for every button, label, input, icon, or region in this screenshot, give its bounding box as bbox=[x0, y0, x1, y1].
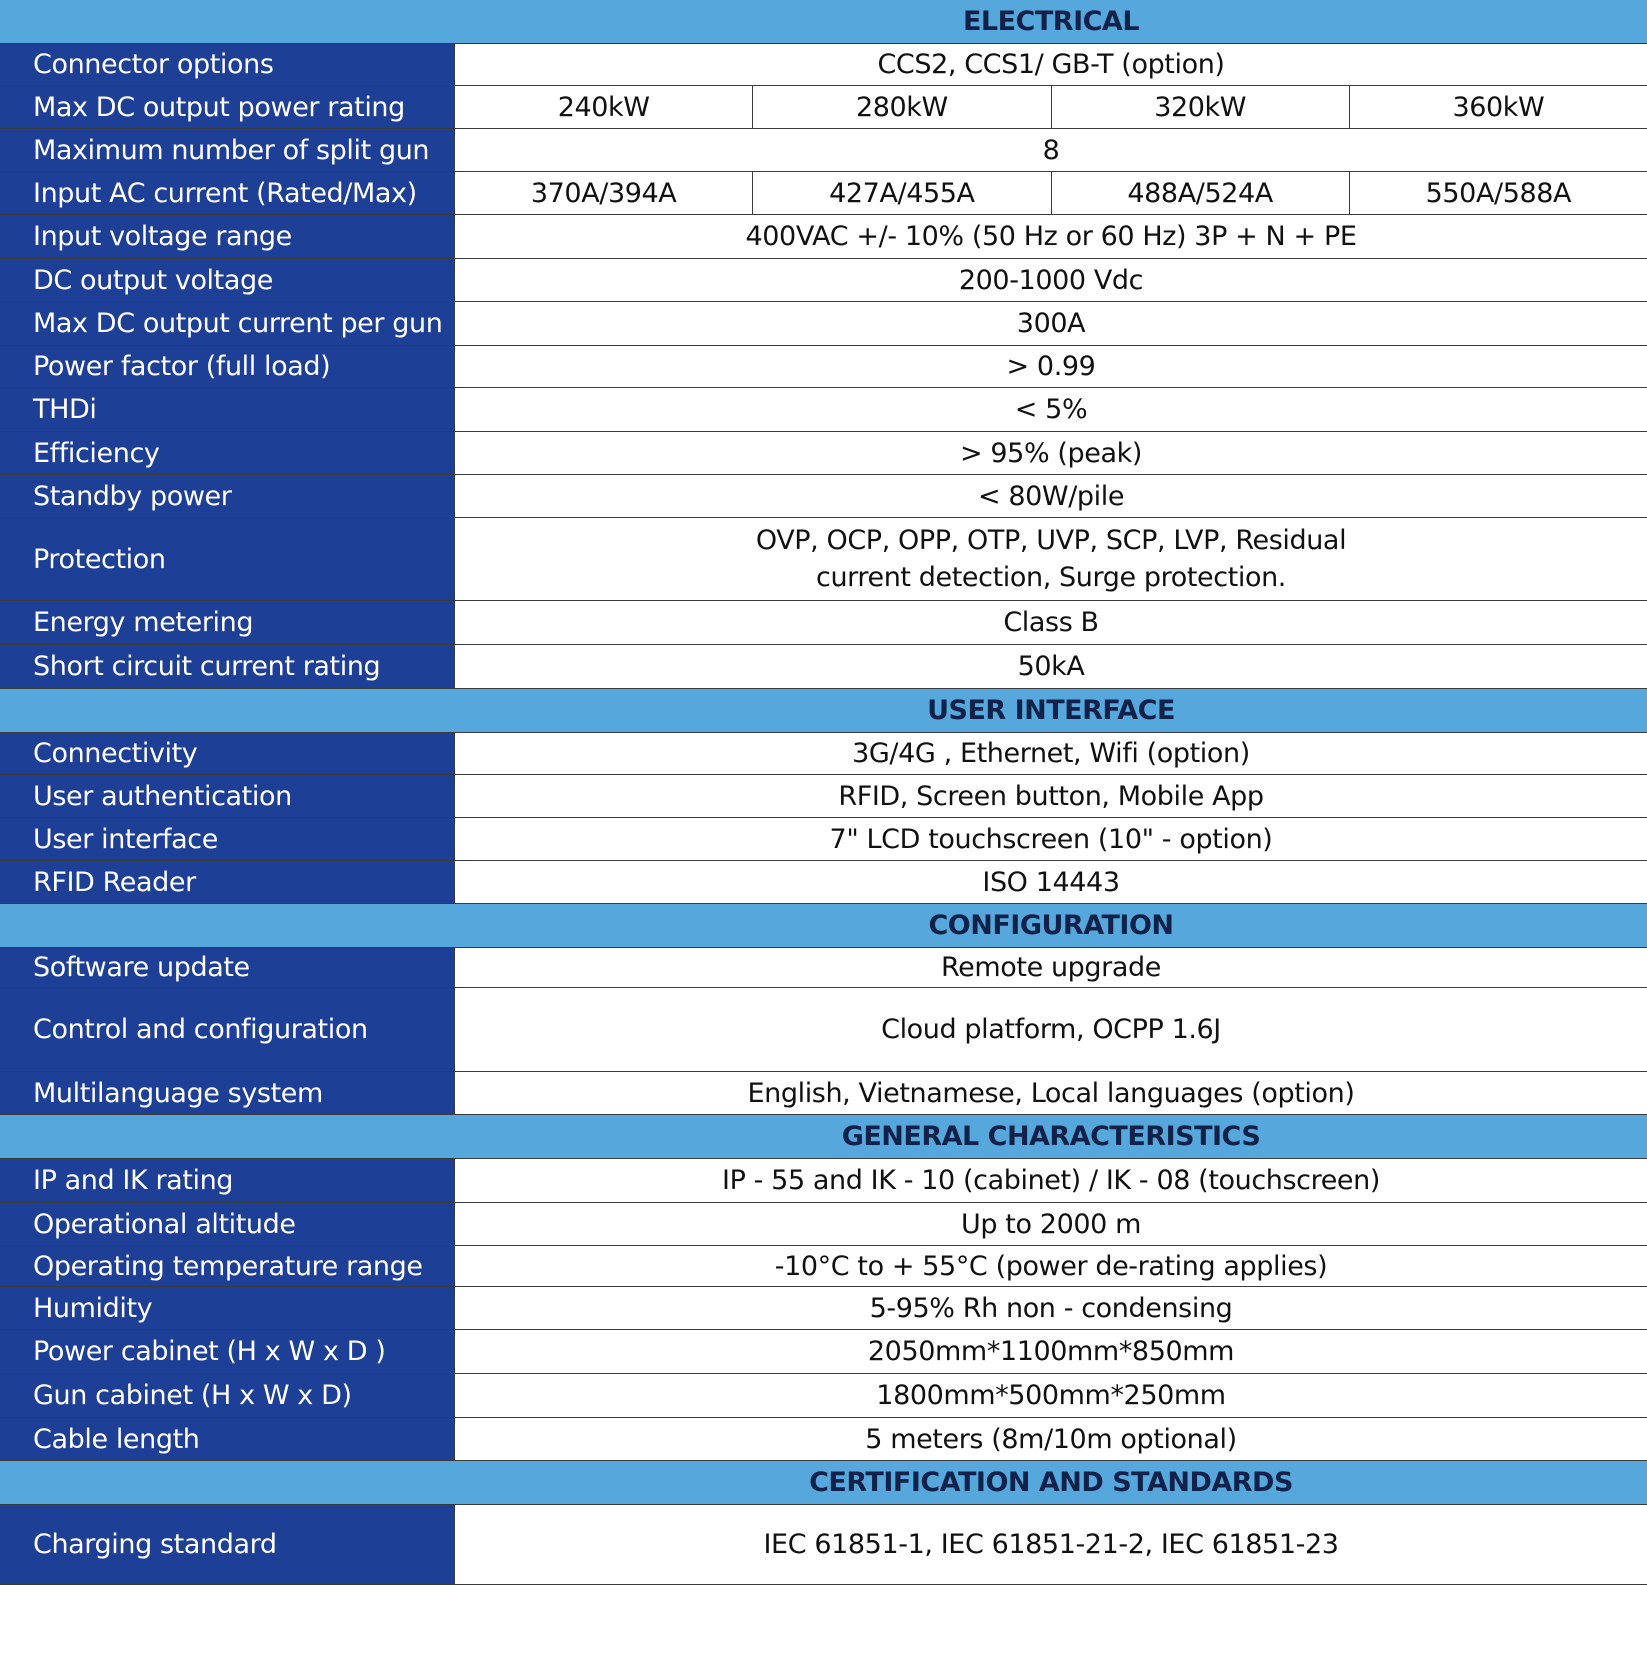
spec-value-cell: 360kW bbox=[1452, 91, 1545, 123]
spec-label: Multilanguage system bbox=[0, 1072, 455, 1114]
spec-row-user-authentication bbox=[0, 775, 1647, 818]
spec-row-input-voltage-range bbox=[0, 215, 1647, 259]
spec-value-cells bbox=[455, 172, 1647, 214]
spec-value: -10°C to + 55°C (power de-rating applies) bbox=[774, 1250, 1328, 1282]
section-title: ELECTRICAL bbox=[962, 6, 1140, 37]
spec-row-dc-output-voltage bbox=[0, 259, 1647, 302]
spec-row-maximum-number-of-split-gun bbox=[0, 129, 1647, 172]
spec-label: Energy metering bbox=[0, 601, 455, 644]
spec-value-cell: 240kW bbox=[455, 86, 753, 128]
spec-value: > 95% (peak) bbox=[960, 437, 1142, 469]
spec-row-ip-and-ik-rating bbox=[0, 1159, 1647, 1203]
section-header-user-interface bbox=[0, 689, 1647, 733]
spec-label: Max DC output power rating bbox=[0, 86, 455, 128]
spec-row-short-circuit-current-rating bbox=[0, 645, 1647, 689]
spec-value: OVP, OCP, OPP, OTP, UVP, SCP, LVP, Residual current detection, Surge protection. bbox=[755, 525, 1347, 593]
spec-row-input-ac-current-rated-max bbox=[0, 172, 1647, 215]
spec-value: 5 meters (8m/10m optional) bbox=[865, 1423, 1237, 1455]
spec-value: 300A bbox=[1016, 308, 1086, 339]
spec-value: English, Vietnamese, Local languages (option) bbox=[747, 1077, 1355, 1109]
spec-value-cell: 550A/588A bbox=[1425, 177, 1572, 209]
spec-value: Cloud platform, OCPP 1.6J bbox=[881, 1014, 1221, 1045]
spec-label: Power factor (full load) bbox=[0, 346, 455, 387]
spec-label: Control and configuration bbox=[0, 988, 455, 1071]
spec-row-software-update bbox=[0, 948, 1647, 988]
spec-value: RFID, Screen button, Mobile App bbox=[838, 780, 1264, 812]
spec-row-operating-temperature-range bbox=[0, 1246, 1647, 1287]
spec-row-standby-power bbox=[0, 475, 1647, 518]
section-title: CONFIGURATION bbox=[928, 910, 1174, 941]
spec-value: CCS2, CCS1/ GB-T (option) bbox=[877, 49, 1225, 80]
spec-row-humidity bbox=[0, 1287, 1647, 1330]
spec-row-efficiency bbox=[0, 432, 1647, 475]
spec-label: Standby power bbox=[0, 475, 455, 517]
spec-value-cell: 488A/524A bbox=[1052, 172, 1350, 214]
spec-label: Operating temperature range bbox=[0, 1246, 455, 1286]
spec-value: < 80W/pile bbox=[977, 480, 1125, 512]
spec-row-connector-options bbox=[0, 44, 1647, 86]
spec-value: > 0.99 bbox=[1006, 351, 1096, 382]
section-title: USER INTERFACE bbox=[927, 695, 1175, 726]
spec-value: 1800mm*500mm*250mm bbox=[876, 1380, 1226, 1411]
spec-row-max-dc-output-power-rating bbox=[0, 86, 1647, 129]
spec-value-cell: 427A/455A bbox=[753, 172, 1051, 214]
spec-row-charging-standard bbox=[0, 1505, 1647, 1585]
spec-row-thdi bbox=[0, 388, 1647, 432]
spec-value: ISO 14443 bbox=[982, 866, 1120, 898]
spec-label: Operational altitude bbox=[0, 1203, 455, 1245]
spec-value: Class B bbox=[1003, 607, 1099, 638]
spec-label: Maximum number of split gun bbox=[0, 129, 455, 171]
spec-label: Efficiency bbox=[0, 432, 455, 474]
spec-value-cell: 370A/394A bbox=[455, 172, 753, 214]
spec-label: User interface bbox=[0, 818, 455, 860]
spec-label: Input voltage range bbox=[0, 215, 455, 258]
spec-row-max-dc-output-current-per-gun bbox=[0, 302, 1647, 346]
spec-row-power-factor-full-load bbox=[0, 346, 1647, 388]
spec-value: IEC 61851-1, IEC 61851-21-2, IEC 61851-23 bbox=[763, 1529, 1339, 1560]
spec-row-multilanguage-system bbox=[0, 1072, 1647, 1115]
section-header-spacer bbox=[0, 1115, 455, 1158]
spec-label: Max DC output current per gun bbox=[0, 302, 455, 345]
spec-label: Short circuit current rating bbox=[0, 645, 455, 688]
spec-value: 3G/4G , Ethernet, Wifi (option) bbox=[852, 738, 1250, 769]
spec-label: Input AC current (Rated/Max) bbox=[0, 172, 455, 214]
spec-value: 2050mm*1100mm*850mm bbox=[867, 1336, 1235, 1367]
spec-value-cell: 280kW bbox=[753, 86, 1051, 128]
spec-row-energy-metering bbox=[0, 601, 1647, 645]
spec-value: Up to 2000 m bbox=[961, 1208, 1141, 1240]
spec-row-connectivity bbox=[0, 733, 1647, 775]
section-header-spacer bbox=[0, 904, 455, 947]
spec-label: Software update bbox=[0, 948, 455, 987]
spec-value: IP - 55 and IK - 10 (cabinet) / IK - 08 (touchscreen) bbox=[722, 1165, 1380, 1196]
spec-value: 8 bbox=[1042, 134, 1060, 166]
spec-value: 400VAC +/- 10% (50 Hz or 60 Hz) 3P + N + PE bbox=[745, 221, 1357, 252]
spec-label: Humidity bbox=[0, 1287, 455, 1329]
section-header-spacer bbox=[0, 689, 455, 732]
section-header-general-characteristics bbox=[0, 1115, 1647, 1159]
section-header-certification-and-standards bbox=[0, 1461, 1647, 1505]
spec-label: Protection bbox=[0, 518, 455, 600]
section-header-configuration bbox=[0, 904, 1647, 948]
spec-label: Charging standard bbox=[0, 1505, 455, 1584]
spec-label: Connector options bbox=[0, 44, 455, 85]
spec-value-cells bbox=[455, 86, 1647, 128]
spec-label: Connectivity bbox=[0, 733, 455, 774]
section-header-spacer bbox=[0, 1461, 455, 1504]
section-header-electrical bbox=[0, 0, 1647, 44]
spec-value: Remote upgrade bbox=[941, 952, 1161, 983]
section-header-spacer bbox=[0, 0, 455, 43]
spec-row-rfid-reader bbox=[0, 861, 1647, 904]
spec-row-power-cabinet-h-x-w-x-d bbox=[0, 1330, 1647, 1374]
spec-value: 50kA bbox=[1017, 651, 1085, 682]
spec-label: Power cabinet (H x W x D ) bbox=[0, 1330, 455, 1373]
spec-value: < 5% bbox=[1014, 394, 1088, 425]
spec-label: RFID Reader bbox=[0, 861, 455, 903]
spec-label: Cable length bbox=[0, 1418, 455, 1460]
spec-row-gun-cabinet-h-x-w-x-d bbox=[0, 1374, 1647, 1418]
spec-row-user-interface bbox=[0, 818, 1647, 861]
spec-label: Gun cabinet (H x W x D) bbox=[0, 1374, 455, 1417]
spec-label: THDi bbox=[0, 388, 455, 431]
spec-row-protection bbox=[0, 518, 1647, 601]
spec-label: User authentication bbox=[0, 775, 455, 817]
spec-row-control-and-configuration bbox=[0, 988, 1647, 1072]
spec-value-cell: 320kW bbox=[1052, 86, 1350, 128]
spec-value: 7" LCD touchscreen (10" - option) bbox=[829, 823, 1273, 855]
spec-row-cable-length bbox=[0, 1418, 1647, 1461]
section-title: GENERAL CHARACTERISTICS bbox=[841, 1121, 1261, 1152]
section-title: CERTIFICATION AND STANDARDS bbox=[809, 1467, 1293, 1498]
spec-value: 5-95% Rh non - condensing bbox=[869, 1292, 1233, 1324]
spec-value: 200-1000 Vdc bbox=[958, 264, 1144, 296]
spec-label: IP and IK rating bbox=[0, 1159, 455, 1202]
spec-label: DC output voltage bbox=[0, 259, 455, 301]
spec-row-operational-altitude bbox=[0, 1203, 1647, 1246]
